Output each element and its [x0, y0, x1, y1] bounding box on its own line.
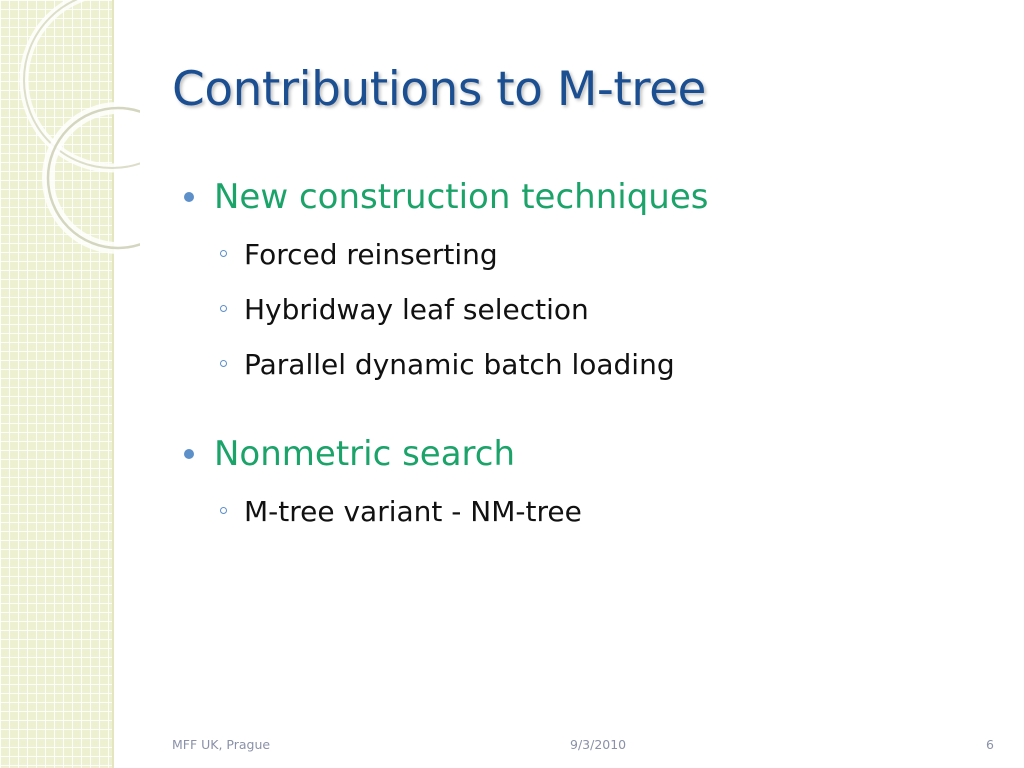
footer-date: 9/3/2010: [570, 737, 627, 752]
filled-bullet-icon: [184, 192, 194, 202]
slide-number: 6: [986, 737, 994, 752]
sub-bullet-text: Parallel dynamic batch loading: [244, 348, 675, 381]
filled-bullet-icon: [184, 449, 194, 459]
sub-bullet-text: M-tree variant - NM-tree: [244, 495, 582, 528]
bullet-level2: [180, 492, 980, 532]
bullet-level2: [180, 345, 980, 385]
spacer: [180, 385, 980, 431]
ring-bullet-icon: [220, 250, 227, 257]
slide-title: Contributions to M-tree: [172, 62, 706, 117]
bullet-level1: [180, 431, 980, 477]
bullet-text: Nonmetric search: [214, 434, 516, 474]
bullet-level1: [180, 174, 980, 220]
ring-bullet-icon: [220, 305, 227, 312]
bullet-level2: [180, 290, 980, 330]
ring-bullet-icon: [220, 360, 227, 367]
bullet-level2: [180, 235, 980, 275]
sub-bullet-text: Hybridway leaf selection: [244, 293, 589, 326]
bullet-text: New construction techniques: [214, 177, 709, 217]
ring-bullet-icon: [220, 507, 227, 514]
bullet-list: [180, 174, 980, 532]
sub-bullet-text: Forced reinserting: [244, 238, 498, 271]
footer-location: MFF UK, Prague: [172, 737, 271, 752]
decorative-circles: [0, 0, 140, 260]
